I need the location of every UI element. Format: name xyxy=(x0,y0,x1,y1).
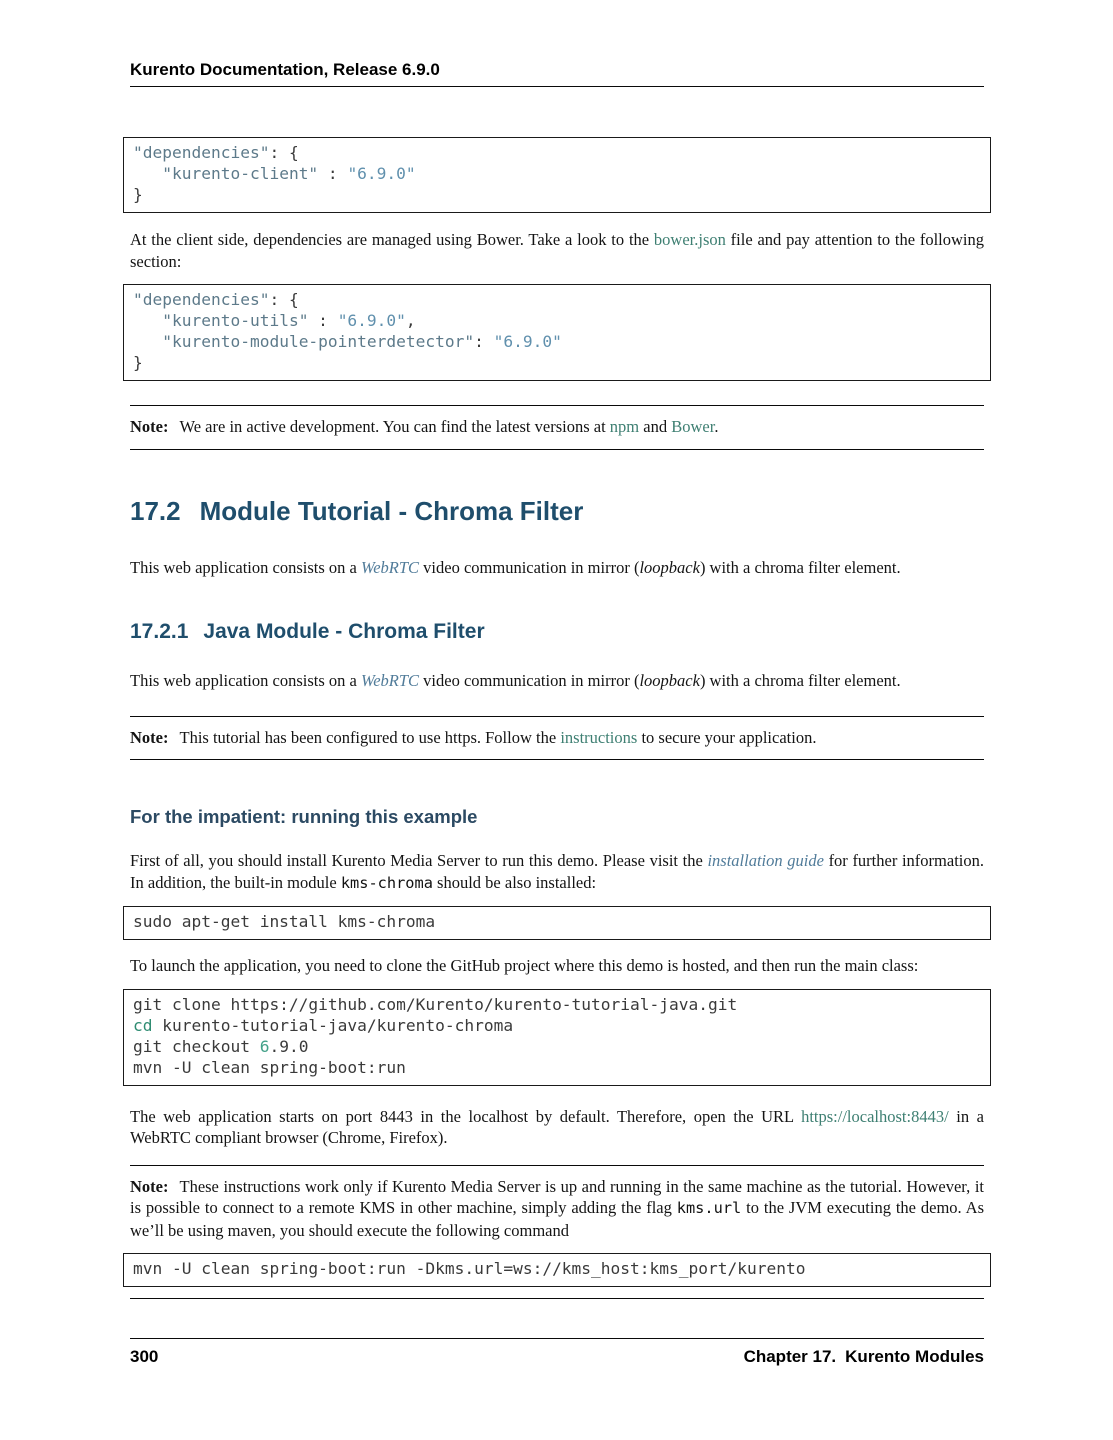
text-run: file and pay attention to the following section: xyxy=(130,230,984,271)
paragraph-bower xyxy=(130,229,984,272)
code-line xyxy=(133,163,981,184)
note-versions xyxy=(130,405,984,450)
text-run xyxy=(133,332,162,351)
text-run: in a WebRTC compliant browser (Chrome, Firefox). xyxy=(130,1106,984,1147)
text-run: video communication in mirror ( xyxy=(419,557,640,577)
text-run: mvn -U clean spring-boot:run -Dkms.url=ws://kms_host:kms_port/kurento xyxy=(133,1259,806,1278)
note-label: Note: xyxy=(130,727,169,747)
text-run: The web application starts on port 8443 in the localhost by default. Therefore, open the URL xyxy=(130,1106,802,1126)
text-run: kms-chroma xyxy=(340,873,433,892)
text-run: "kurento-module-pointerdetector" xyxy=(162,332,475,351)
note-label: Note: xyxy=(130,1176,169,1196)
note-label: Note: xyxy=(130,417,169,436)
text-run: sudo apt-get install kms-chroma xyxy=(133,912,436,931)
text-run: and xyxy=(639,417,672,436)
code-line xyxy=(133,331,981,352)
link-instructions[interactable]: instructions xyxy=(560,727,638,747)
code-block-json-bower xyxy=(123,284,991,381)
text-run: ) with a chroma filter element. xyxy=(699,671,901,690)
text-run xyxy=(133,311,162,330)
text-run: should be also installed: xyxy=(432,872,597,892)
text-run: : xyxy=(318,164,348,183)
text-run: git checkout xyxy=(133,1036,260,1056)
text-run: : { xyxy=(269,143,299,162)
text-run: This tutorial has been configured to use https. Follow the xyxy=(179,727,561,747)
text-run: to secure your application. xyxy=(637,727,817,747)
paragraph-webrtc-overview-java xyxy=(130,670,984,692)
link-webrtc[interactable]: WebRTC xyxy=(360,557,420,577)
text-run: This web application consists on a xyxy=(130,557,361,577)
footer-chapter-title: Kurento Modules xyxy=(845,1347,984,1366)
section-number: 17.2 xyxy=(130,495,181,526)
header-rule xyxy=(130,86,984,87)
paragraph-webapp-port xyxy=(130,1106,984,1149)
rubric-for-the-impatient: For the impatient: running this example xyxy=(130,806,478,827)
subsection-title: Java Module - Chroma Filter xyxy=(203,620,485,643)
section-title: Module Tutorial - Chroma Filter xyxy=(199,495,584,526)
paragraph-webrtc-overview xyxy=(130,557,984,579)
note-https-body xyxy=(179,728,816,747)
page-footer xyxy=(130,1338,984,1367)
note-https-text xyxy=(130,727,984,749)
section-heading-module-tutorial xyxy=(130,496,984,527)
code-line xyxy=(133,1015,981,1036)
text-run: These instructions work only if Kurento Media Server is up and running in the same machine as the tutorial. However, it is possible to connect to a remote KMS in other machine, simply adding the flag xyxy=(130,1176,984,1217)
page-header xyxy=(130,0,984,87)
text-run: for further information. In addition, the built-in module xyxy=(130,851,984,892)
text-run: kms.url xyxy=(676,1199,742,1217)
text-run: : xyxy=(308,311,338,330)
text-run: To launch the application, you need to clone the GitHub project where this demo is hosted, and then run the main class: xyxy=(130,956,919,975)
text-run: , xyxy=(405,311,416,330)
text-run: "kurento-utils" xyxy=(162,311,309,330)
link-bower-json[interactable]: bower.json xyxy=(653,230,726,249)
link-localhost-8443[interactable]: https://localhost:8443/ xyxy=(801,1106,949,1126)
header-title: Kurento Documentation, Release 6.9.0 xyxy=(130,60,440,79)
code-line xyxy=(133,352,981,373)
text-run: "kurento-client" xyxy=(162,164,319,183)
paragraph-launch xyxy=(130,955,984,977)
text-run: cd xyxy=(133,1015,153,1035)
text-run: First of all, you should install Kurento Media Server to run this demo. Please visit the xyxy=(130,851,708,870)
text-run xyxy=(133,164,162,183)
code-line xyxy=(133,1036,981,1057)
text-run: This web application consists on a xyxy=(130,671,361,690)
text-run: 6 xyxy=(259,1036,270,1056)
note-kms-remote xyxy=(130,1165,984,1300)
code-line xyxy=(133,289,981,310)
footer-chapter xyxy=(744,1347,984,1367)
text-run: . xyxy=(714,417,719,436)
code-line xyxy=(133,1258,981,1279)
text-run: .9.0 xyxy=(269,1036,309,1056)
code-line xyxy=(133,142,981,163)
code-block-kms-url xyxy=(123,1253,991,1287)
text-run: We are in active development. You can find the latest versions at xyxy=(179,417,610,436)
subsection-number: 17.2.1 xyxy=(130,620,189,643)
text-run: "dependencies" xyxy=(133,143,270,162)
code-line xyxy=(133,1057,981,1078)
link-npm[interactable]: npm xyxy=(609,417,640,436)
code-line xyxy=(133,994,981,1015)
code-line xyxy=(133,310,981,331)
subsection-heading-java-module xyxy=(130,620,984,644)
text-run: } xyxy=(133,185,143,204)
code-block-apt-install xyxy=(123,906,991,940)
note-https xyxy=(130,716,984,761)
text-run: to the JVM executing the demo. As we’ll be using maven, you should execute the following command xyxy=(130,1198,984,1240)
paragraph-first-of-all xyxy=(130,850,984,894)
text-run: } xyxy=(133,353,143,372)
link-bower[interactable]: Bower xyxy=(671,417,715,436)
text-run: "6.9.0" xyxy=(493,332,562,351)
note-versions-text xyxy=(130,416,984,438)
text-run: : xyxy=(474,332,494,351)
text-run: loopback xyxy=(639,557,700,577)
text-run: kurento-tutorial-java/kurento-chroma xyxy=(152,1015,514,1035)
note-versions-body xyxy=(179,417,718,436)
text-run: mvn -U clean spring-boot:run xyxy=(133,1057,406,1077)
text-run: At the client side, dependencies are managed using Bower. Take a look to the xyxy=(130,230,654,249)
text-run: : { xyxy=(269,290,299,309)
link-installation-guide[interactable]: installation guide xyxy=(707,851,824,870)
footer-page-number: 300 xyxy=(130,1347,159,1366)
note-kms-remote-text xyxy=(130,1176,984,1242)
code-block-git-clone xyxy=(123,989,991,1086)
text-run: video communication in mirror ( xyxy=(419,671,640,690)
text-run: git clone https://github.com/Kurento/kurento-tutorial-java.git xyxy=(133,994,738,1014)
code-block-json-client xyxy=(123,137,991,213)
text-run: "6.9.0" xyxy=(347,164,416,183)
code-line xyxy=(133,184,981,205)
link-webrtc[interactable]: WebRTC xyxy=(360,671,420,690)
text-run: "dependencies" xyxy=(133,290,270,309)
text-run: loopback xyxy=(639,671,700,690)
code-line xyxy=(133,911,981,932)
text-run: "6.9.0" xyxy=(337,311,406,330)
footer-chapter-label: Chapter 17. xyxy=(743,1347,837,1366)
text-run: ) with a chroma filter element. xyxy=(699,557,901,577)
note-kms-remote-body xyxy=(130,1177,984,1240)
